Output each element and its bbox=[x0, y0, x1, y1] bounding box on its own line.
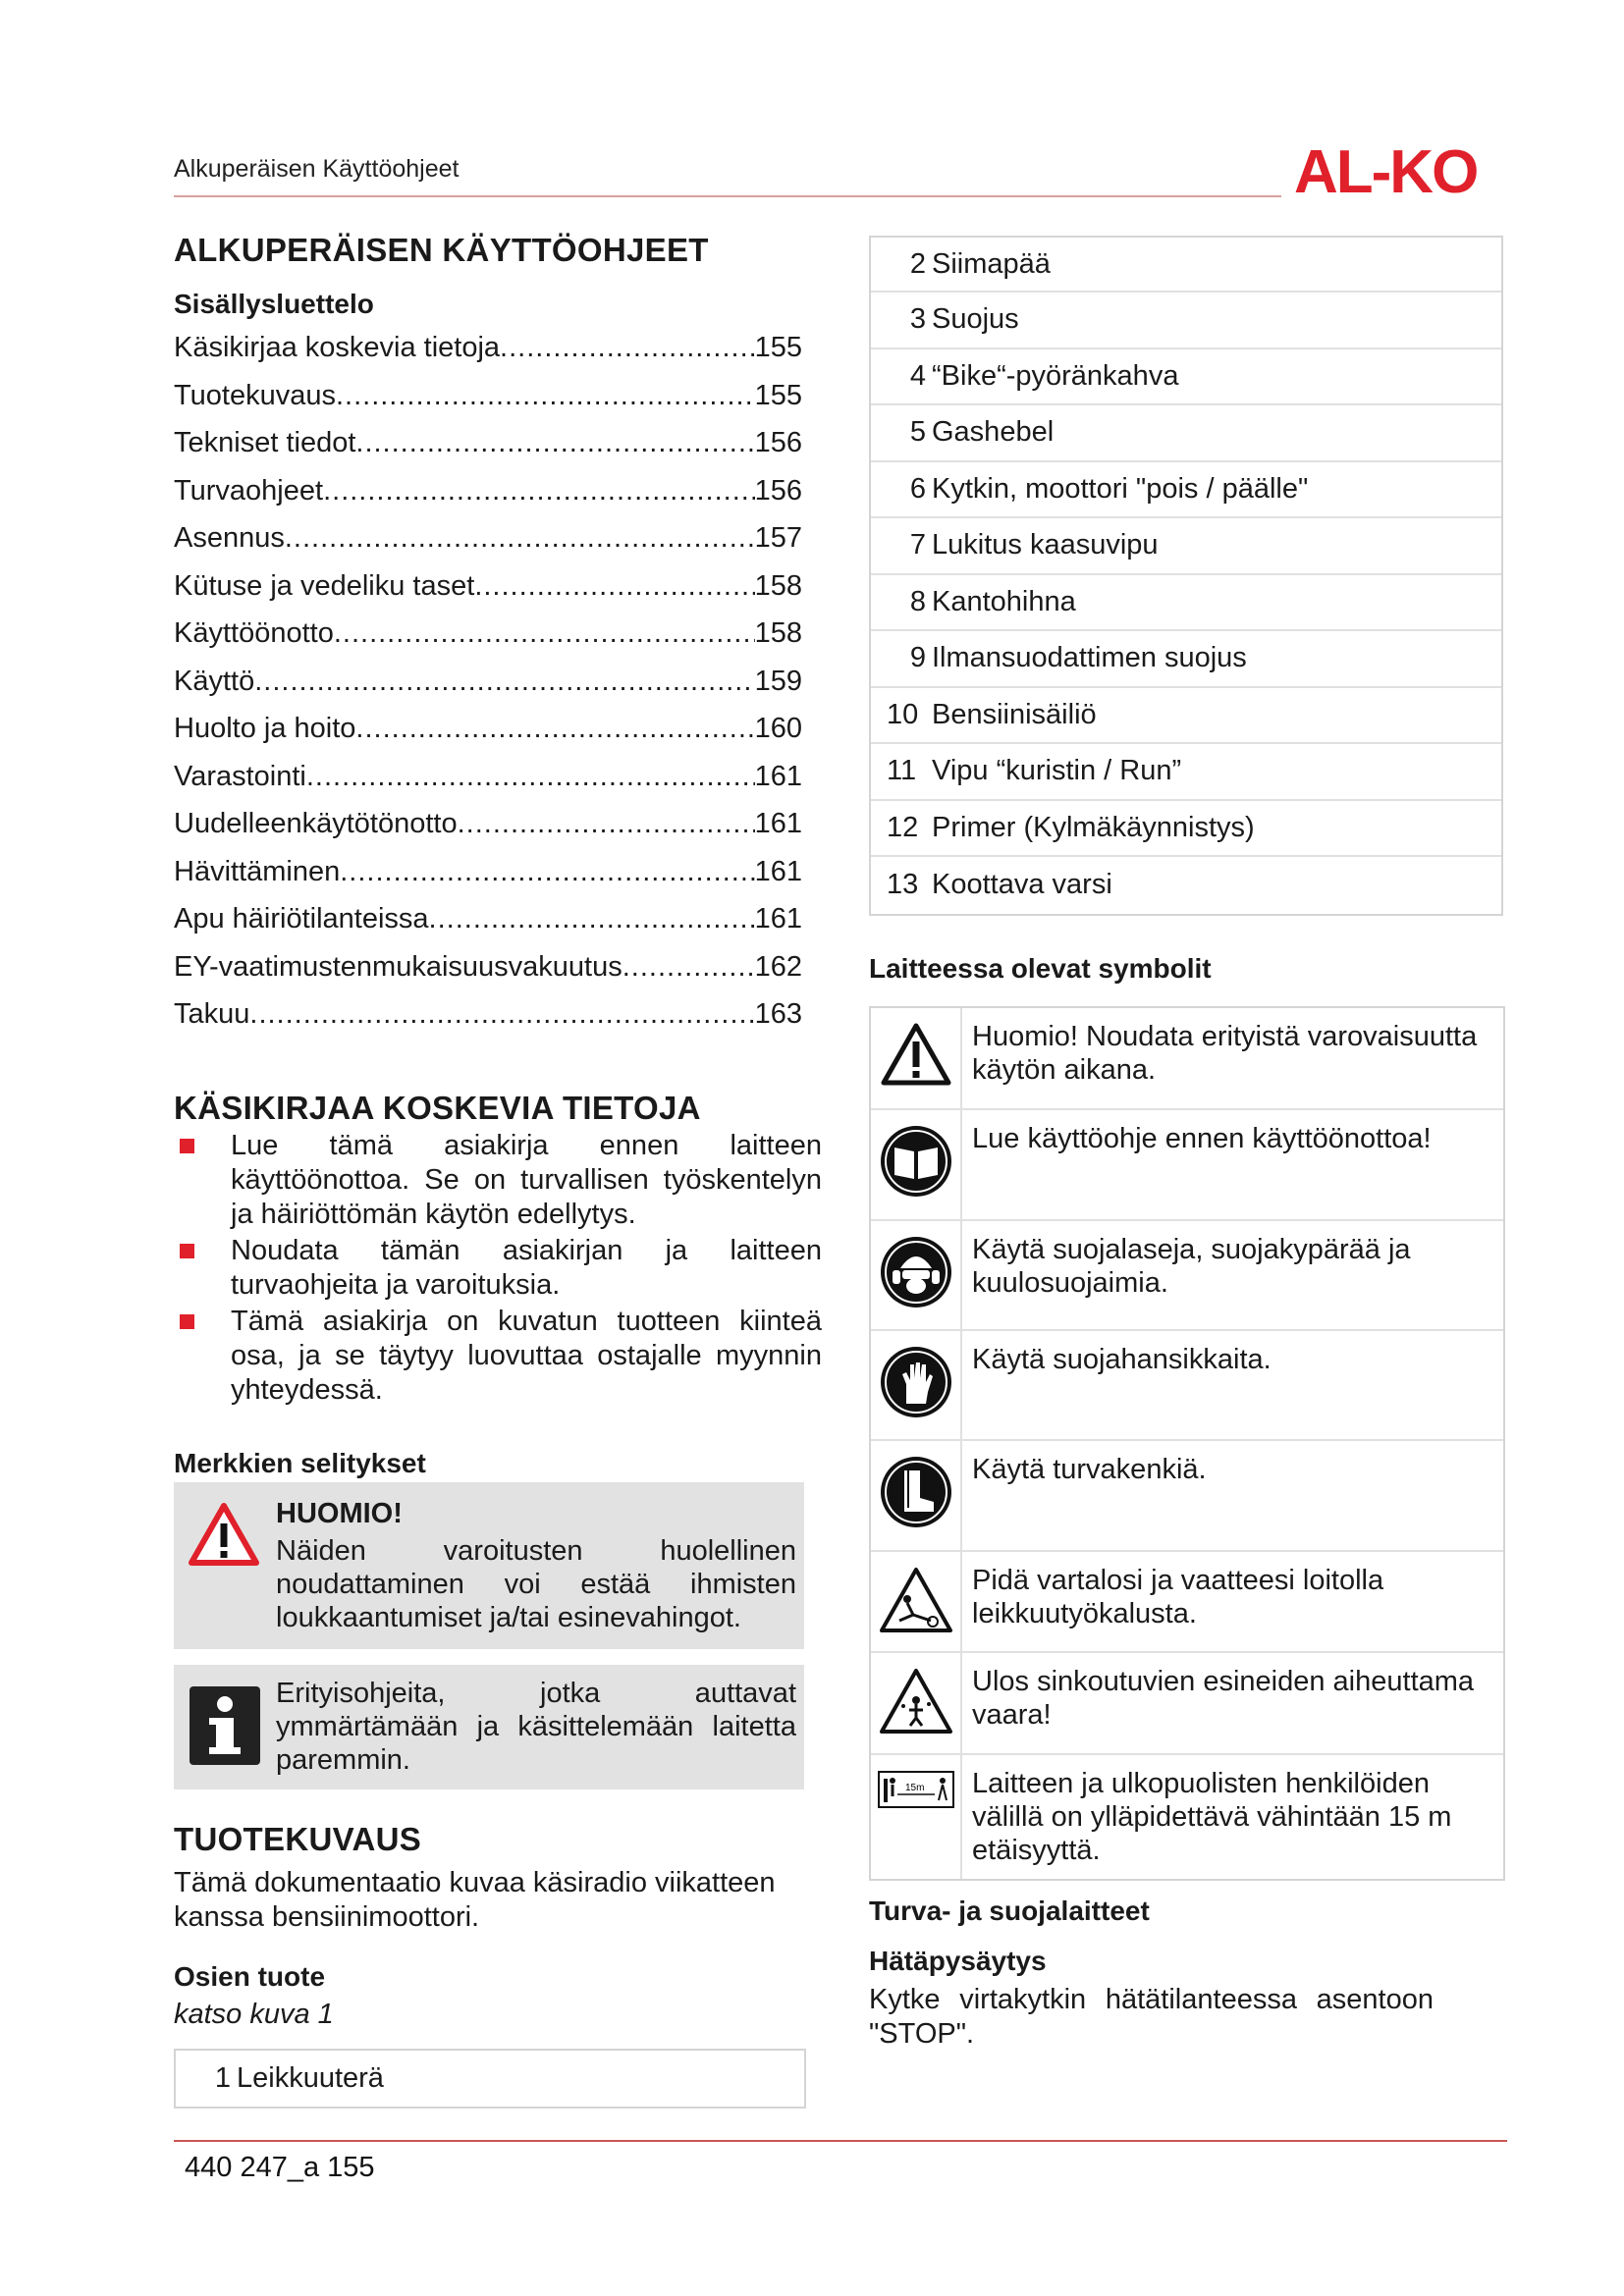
part-number: 5 bbox=[909, 416, 926, 449]
symbols-explanation-title: Merkkien selitykset bbox=[174, 1448, 426, 1478]
toc-leader-dots bbox=[334, 617, 755, 650]
parts-reference: katso kuva 1 bbox=[174, 1999, 334, 2030]
symbol-icon-cell bbox=[871, 1552, 962, 1651]
parts-table-right bbox=[869, 236, 1503, 916]
toc-leader-dots bbox=[340, 856, 754, 888]
toc-page-number: 162 bbox=[754, 950, 802, 983]
symbol-text: Huomio! Noudata erityistä varovaisuutta käytön aikana. bbox=[972, 1021, 1478, 1086]
toc-entry-title: Käyttöönotto bbox=[174, 617, 334, 649]
table-row bbox=[871, 688, 1501, 745]
part-number: 12 bbox=[887, 811, 919, 843]
toc-leader-dots bbox=[336, 380, 755, 412]
toc-entry-title: Hävittäminen bbox=[174, 855, 341, 887]
table-row bbox=[871, 1653, 1503, 1755]
toc-entry-title: Takuu bbox=[174, 998, 250, 1030]
toc-entry-title: Apu häiriötilanteissa bbox=[174, 903, 429, 934]
part-label: “Bike“-pyöränkahva bbox=[932, 359, 1179, 392]
table-row bbox=[871, 1755, 1503, 1879]
toc-page-number: 160 bbox=[754, 713, 802, 744]
svg-text:15m: 15m bbox=[904, 1783, 924, 1793]
table-row bbox=[871, 575, 1501, 632]
symbol-icon-cell bbox=[871, 1221, 962, 1329]
table-row bbox=[871, 462, 1501, 519]
manual-bullets bbox=[174, 1129, 822, 1410]
toc-leader-dots bbox=[429, 903, 755, 935]
toc-leader-dots bbox=[355, 427, 754, 459]
part-label: Siimapää bbox=[932, 247, 1051, 280]
part-number: 8 bbox=[909, 585, 926, 617]
table-of-contents bbox=[174, 332, 802, 1046]
toc-page-number: 155 bbox=[754, 332, 802, 363]
part-label: Kantohihna bbox=[932, 585, 1076, 617]
main-title: ALKUPERÄISEN KÄYTTÖOHJEET bbox=[174, 232, 709, 268]
toc-entry-title: Varastointi bbox=[174, 760, 306, 792]
table-row bbox=[871, 1552, 1503, 1653]
toc-row bbox=[174, 856, 802, 904]
toc-entry-title: Käsikirjaa koskevia tietoja bbox=[174, 332, 501, 363]
table-row bbox=[871, 238, 1501, 293]
bullet-item: Lue tämä asiakirja ennen laitteen käyttöönottoa. Se on turvallisen työskentelyn ja häiriöttömän käytön edellytys. bbox=[174, 1129, 822, 1232]
warning-text-block bbox=[276, 1497, 796, 1634]
toc-leader-dots bbox=[623, 951, 755, 984]
table-row bbox=[871, 1441, 1503, 1552]
manual-section-title: KÄSIKIRJAA KOSKEVIA TIETOJA bbox=[174, 1090, 701, 1126]
toc-row bbox=[174, 951, 802, 999]
toc-page-number: 158 bbox=[754, 569, 802, 602]
flying-objects-icon bbox=[878, 1667, 954, 1735]
symbol-icon-cell bbox=[871, 1441, 962, 1550]
table-row bbox=[871, 1008, 1503, 1110]
toc-leader-dots bbox=[458, 808, 755, 840]
toc-row bbox=[174, 427, 802, 475]
toc-page-number: 161 bbox=[754, 760, 802, 792]
part-label: Leikkuuterä bbox=[237, 2062, 384, 2094]
toc-page-number: 159 bbox=[754, 665, 802, 697]
table-row bbox=[871, 1331, 1503, 1441]
toc-entry-title: Tekniset tiedot bbox=[174, 427, 356, 458]
part-number: 13 bbox=[887, 869, 919, 901]
part-label: Kytkin, moottori "pois / päälle" bbox=[932, 472, 1309, 505]
part-number: 9 bbox=[909, 642, 926, 674]
toc-leader-dots bbox=[474, 570, 754, 603]
emergency-stop-title: Hätäpysäytys bbox=[869, 1946, 1047, 1976]
svg-text:AL-KO: AL-KO bbox=[1294, 139, 1478, 202]
toc-page-number: 157 bbox=[754, 522, 802, 554]
symbol-icon-cell bbox=[871, 1331, 962, 1439]
part-label: Bensiinisäiliö bbox=[932, 698, 1097, 730]
part-label: Primer (Kylmäkäynnistys) bbox=[932, 811, 1255, 843]
part-label: Gashebel bbox=[932, 416, 1055, 449]
toc-leader-dots bbox=[285, 522, 755, 555]
symbol-text: Käytä suojalaseja, suojakypärää ja kuulosuojaimia. bbox=[972, 1234, 1411, 1299]
part-label: Koottava varsi bbox=[932, 869, 1112, 901]
toc-entry-title: EY-vaatimustenmukaisuusvakuutus bbox=[174, 950, 623, 983]
toc-entry-title: Turvaohjeet bbox=[174, 474, 324, 507]
toc-row bbox=[174, 666, 802, 714]
warning-triangle-icon bbox=[188, 1502, 260, 1567]
toc-page-number: 156 bbox=[754, 474, 802, 507]
distance-15m-icon bbox=[878, 1771, 954, 1808]
toc-leader-dots bbox=[306, 761, 755, 793]
table-row bbox=[871, 349, 1501, 406]
read-manual-icon bbox=[879, 1124, 953, 1199]
info-icon bbox=[189, 1686, 260, 1765]
header-title: Alkuperäisen Käyttöohjeet bbox=[174, 155, 460, 183]
symbol-text: Käytä turvakenkiä. bbox=[972, 1454, 1207, 1485]
info-text: Erityisohjeita, jotka auttavat ymmärtämään ja käsittelemään laitetta paremmin. bbox=[276, 1678, 796, 1776]
gloves-icon bbox=[879, 1345, 953, 1419]
part-label: Lukitus kaasuvipu bbox=[932, 529, 1159, 561]
part-number: 2 bbox=[909, 247, 926, 280]
symbol-icon-cell bbox=[871, 1653, 962, 1753]
table-row bbox=[871, 857, 1501, 914]
toc-entry-title: Asennus bbox=[174, 522, 285, 554]
symbol-text: Pidä vartalosi ja vaatteesi loitolla leikkuutyökalusta. bbox=[972, 1565, 1384, 1629]
part-label: Ilmansuodattimen suojus bbox=[932, 642, 1247, 674]
warning-text: Näiden varoitusten huolellinen noudattaminen voi estää ihmisten loukkaantumiset ja/tai esinevahingot. bbox=[276, 1535, 796, 1633]
toc-title: Sisällysluettelo bbox=[174, 289, 374, 319]
symbol-text: Ulos sinkoutuvien esineiden aiheuttama vaara! bbox=[972, 1666, 1475, 1731]
toc-page-number: 161 bbox=[754, 903, 802, 934]
part-label: Suojus bbox=[932, 303, 1019, 336]
device-symbols-title: Laitteessa olevat symbolit bbox=[869, 953, 1212, 984]
part-number: 1 bbox=[214, 2062, 231, 2094]
toc-page-number: 161 bbox=[754, 855, 802, 887]
toc-entry-title: Tuotekuvaus bbox=[174, 379, 336, 411]
parts-table-left bbox=[174, 2049, 806, 2109]
table-row bbox=[871, 405, 1501, 462]
toc-row bbox=[174, 713, 802, 761]
part-number: 4 bbox=[909, 359, 926, 392]
toc-row bbox=[174, 475, 802, 523]
warning-notice bbox=[174, 1482, 804, 1649]
safety-devices-title: Turva- ja suojalaitteet bbox=[869, 1896, 1150, 1926]
bullet-item: Tämä asiakirja on kuvatun tuotteen kiinteä osa, ja se täytyy luovuttaa ostajalle myynnin yhteydessä. bbox=[174, 1305, 822, 1408]
table-row bbox=[871, 293, 1501, 349]
toc-row bbox=[174, 998, 802, 1046]
safety-boots-icon bbox=[879, 1455, 953, 1529]
symbols-table bbox=[869, 1006, 1505, 1881]
toc-page-number: 155 bbox=[754, 379, 802, 411]
toc-row bbox=[174, 522, 802, 570]
table-row bbox=[871, 518, 1501, 575]
cutting-hazard-icon bbox=[878, 1566, 954, 1634]
table-row bbox=[871, 744, 1501, 801]
toc-entry-title: Käyttö bbox=[174, 665, 255, 697]
toc-page-number: 158 bbox=[754, 617, 802, 649]
footer-doc-number: 440 247_a 155 bbox=[185, 2152, 375, 2183]
symbol-icon-cell bbox=[871, 1008, 962, 1108]
part-number: 7 bbox=[909, 529, 926, 561]
toc-leader-dots bbox=[355, 713, 754, 745]
part-number: 11 bbox=[887, 755, 917, 787]
table-row bbox=[871, 1221, 1503, 1331]
toc-entry-title: Uudelleenkäytötönotto bbox=[174, 808, 458, 839]
symbol-text: Käytä suojahansikkaita. bbox=[972, 1344, 1272, 1375]
table-row bbox=[871, 1110, 1503, 1221]
toc-row bbox=[174, 570, 802, 618]
toc-entry-title: Huolto ja hoito bbox=[174, 713, 356, 744]
toc-leader-dots bbox=[254, 666, 754, 698]
emergency-stop-text: Kytke virtakytkin hätätilanteessa asentoon "STOP". bbox=[869, 1984, 1434, 2050]
toc-row bbox=[174, 808, 802, 856]
toc-leader-dots bbox=[249, 998, 754, 1031]
toc-entry-title: Kütuse ja vedeliku taset bbox=[174, 569, 475, 602]
table-row bbox=[871, 631, 1501, 688]
toc-page-number: 156 bbox=[754, 427, 802, 458]
symbol-icon-cell bbox=[871, 1755, 962, 1879]
symbol-text: Laitteen ja ulkopuolisten henkilöiden välillä on ylläpidettävä vähintään 15 m etäisyyttä. bbox=[972, 1768, 1452, 1866]
toc-row bbox=[174, 332, 802, 380]
toc-row bbox=[174, 903, 802, 951]
parts-title: Osien tuote bbox=[174, 1961, 326, 1992]
product-section-title: TUOTEKUVAUS bbox=[174, 1821, 422, 1857]
warning-triangle-icon bbox=[880, 1022, 952, 1087]
toc-row bbox=[174, 380, 802, 428]
toc-row bbox=[174, 617, 802, 666]
symbol-text: Lue käyttöohje ennen käyttöönottoa! bbox=[972, 1123, 1432, 1154]
face-protection-icon bbox=[879, 1235, 953, 1309]
toc-leader-dots bbox=[500, 332, 755, 364]
toc-page-number: 163 bbox=[754, 998, 802, 1030]
toc-page-number: 161 bbox=[754, 808, 802, 839]
toc-row bbox=[174, 761, 802, 809]
part-label: Vipu “kuristin / Run” bbox=[932, 755, 1182, 787]
header-divider bbox=[174, 195, 1281, 197]
part-number: 10 bbox=[887, 698, 919, 730]
part-number: 3 bbox=[909, 303, 926, 336]
table-row bbox=[176, 2051, 804, 2107]
part-number: 6 bbox=[909, 472, 926, 505]
symbol-icon-cell bbox=[871, 1110, 962, 1219]
toc-leader-dots bbox=[323, 475, 755, 507]
bullet-item: Noudata tämän asiakirjan ja laitteen turvaohjeita ja varoituksia. bbox=[174, 1234, 822, 1303]
footer-divider bbox=[174, 2140, 1507, 2142]
alko-logo bbox=[1294, 139, 1508, 202]
product-description: Tämä dokumentaatio kuvaa käsiradio viikatteen kanssa bensiinimoottori. bbox=[174, 1867, 776, 1933]
table-row bbox=[871, 801, 1501, 858]
warning-title: HUOMIO! bbox=[276, 1498, 403, 1529]
info-notice bbox=[174, 1665, 804, 1789]
